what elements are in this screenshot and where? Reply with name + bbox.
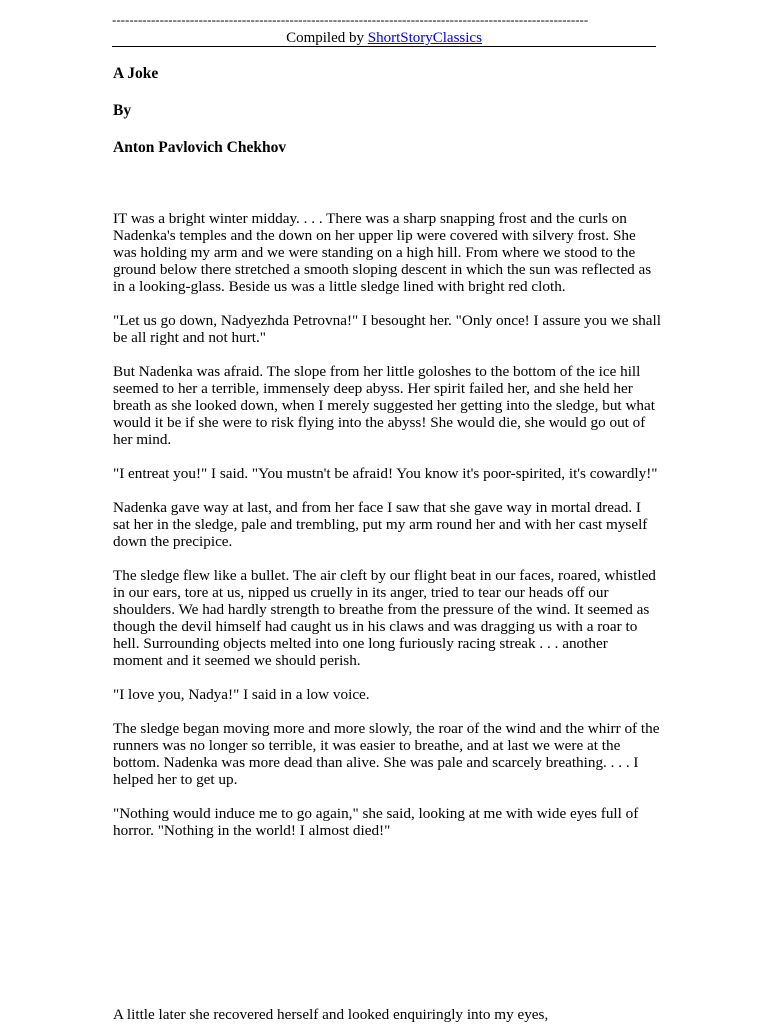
story-paragraph: Nadenka gave way at last, and from her face I saw that she gave way in mortal dread. I sat her in the sledge, pale and trembling, put my arm round her and with her cast myself down the precipice. bbox=[113, 499, 648, 550]
header-dashed-separator: -------------------------------------------------------------------------------------------------------------- bbox=[112, 12, 589, 27]
story-paragraph: "I love you, Nadya!" I said in a low voice. bbox=[113, 686, 370, 703]
author-name: Anton Pavlovich Chekhov bbox=[113, 139, 287, 156]
story-paragraph: The sledge began moving more and more slowly, the roar of the wind and the whirr of the runners was no longer so terrible, it was easier to breathe, and at last we were at the bottom. Nadenka was more dead than alive. She was pale and scarcely breathing. . . . I helped her to get up. bbox=[113, 720, 660, 788]
story-body bbox=[113, 210, 661, 856]
story-paragraph: "Nothing would induce me to go again," she said, looking at me with wide eyes full of horror. "Nothing in the world! I almost died!" bbox=[113, 805, 639, 839]
shortstoryclassics-link[interactable]: ShortStoryClassics bbox=[367, 30, 482, 46]
story-title: A Joke bbox=[113, 65, 159, 82]
by-label: By bbox=[113, 102, 132, 119]
story-paragraph: But Nadenka was afraid. The slope from her little goloshes to the bottom of the ice hill seemed to her a terrible, immensely deep abyss. Her spirit failed her, and she held her breath as she looked down, when I merely suggested her getting into the sledge, but what would it be if she were to risk flying into the abyss! She would die, she would go out of her mind. bbox=[113, 363, 655, 448]
story-paragraph: "I entreat you!" I said. "You mustn't be afraid! You know it's poor-spirited, it's cowardly!" bbox=[113, 465, 658, 482]
story-paragraph: "Let us go down, Nadyezhda Petrovna!" I besought her. "Only once! I assure you we shall be all right and not hurt." bbox=[113, 312, 661, 346]
story-paragraph: IT was a bright winter midday. . . . There was a sharp snapping frost and the curls on Nadenka's temples and the down on her upper lip were covered with silvery frost. She was holding my arm and we were standing on a high hill. From where we stood to the ground below there stretched a smooth sloping descent in which the sun was reflected as in a looking-glass. Beside us was a little sledge lined with bright red cloth. bbox=[113, 210, 652, 295]
story-paragraph: The sledge flew like a bullet. The air cleft by our flight beat in our faces, roared, whistled in our ears, tore at us, nipped us cruelly in its anger, tried to tear our heads off our shoulders. We had hardly strength to breathe from the pressure of the wind. It seemed as though the devil himself had caught us in his claws and was dragging us with a roar to hell. Surrounding objects melted into one long furiously racing streak . . . another moment and it seemed we should perish. bbox=[113, 567, 656, 669]
compiled-by-line bbox=[112, 29, 656, 47]
compiled-by-label: Compiled by bbox=[286, 30, 368, 46]
story-paragraph-continued: A little later she recovered herself and looked enquiringly into my eyes, bbox=[113, 1006, 549, 1023]
header-rule bbox=[112, 46, 656, 47]
